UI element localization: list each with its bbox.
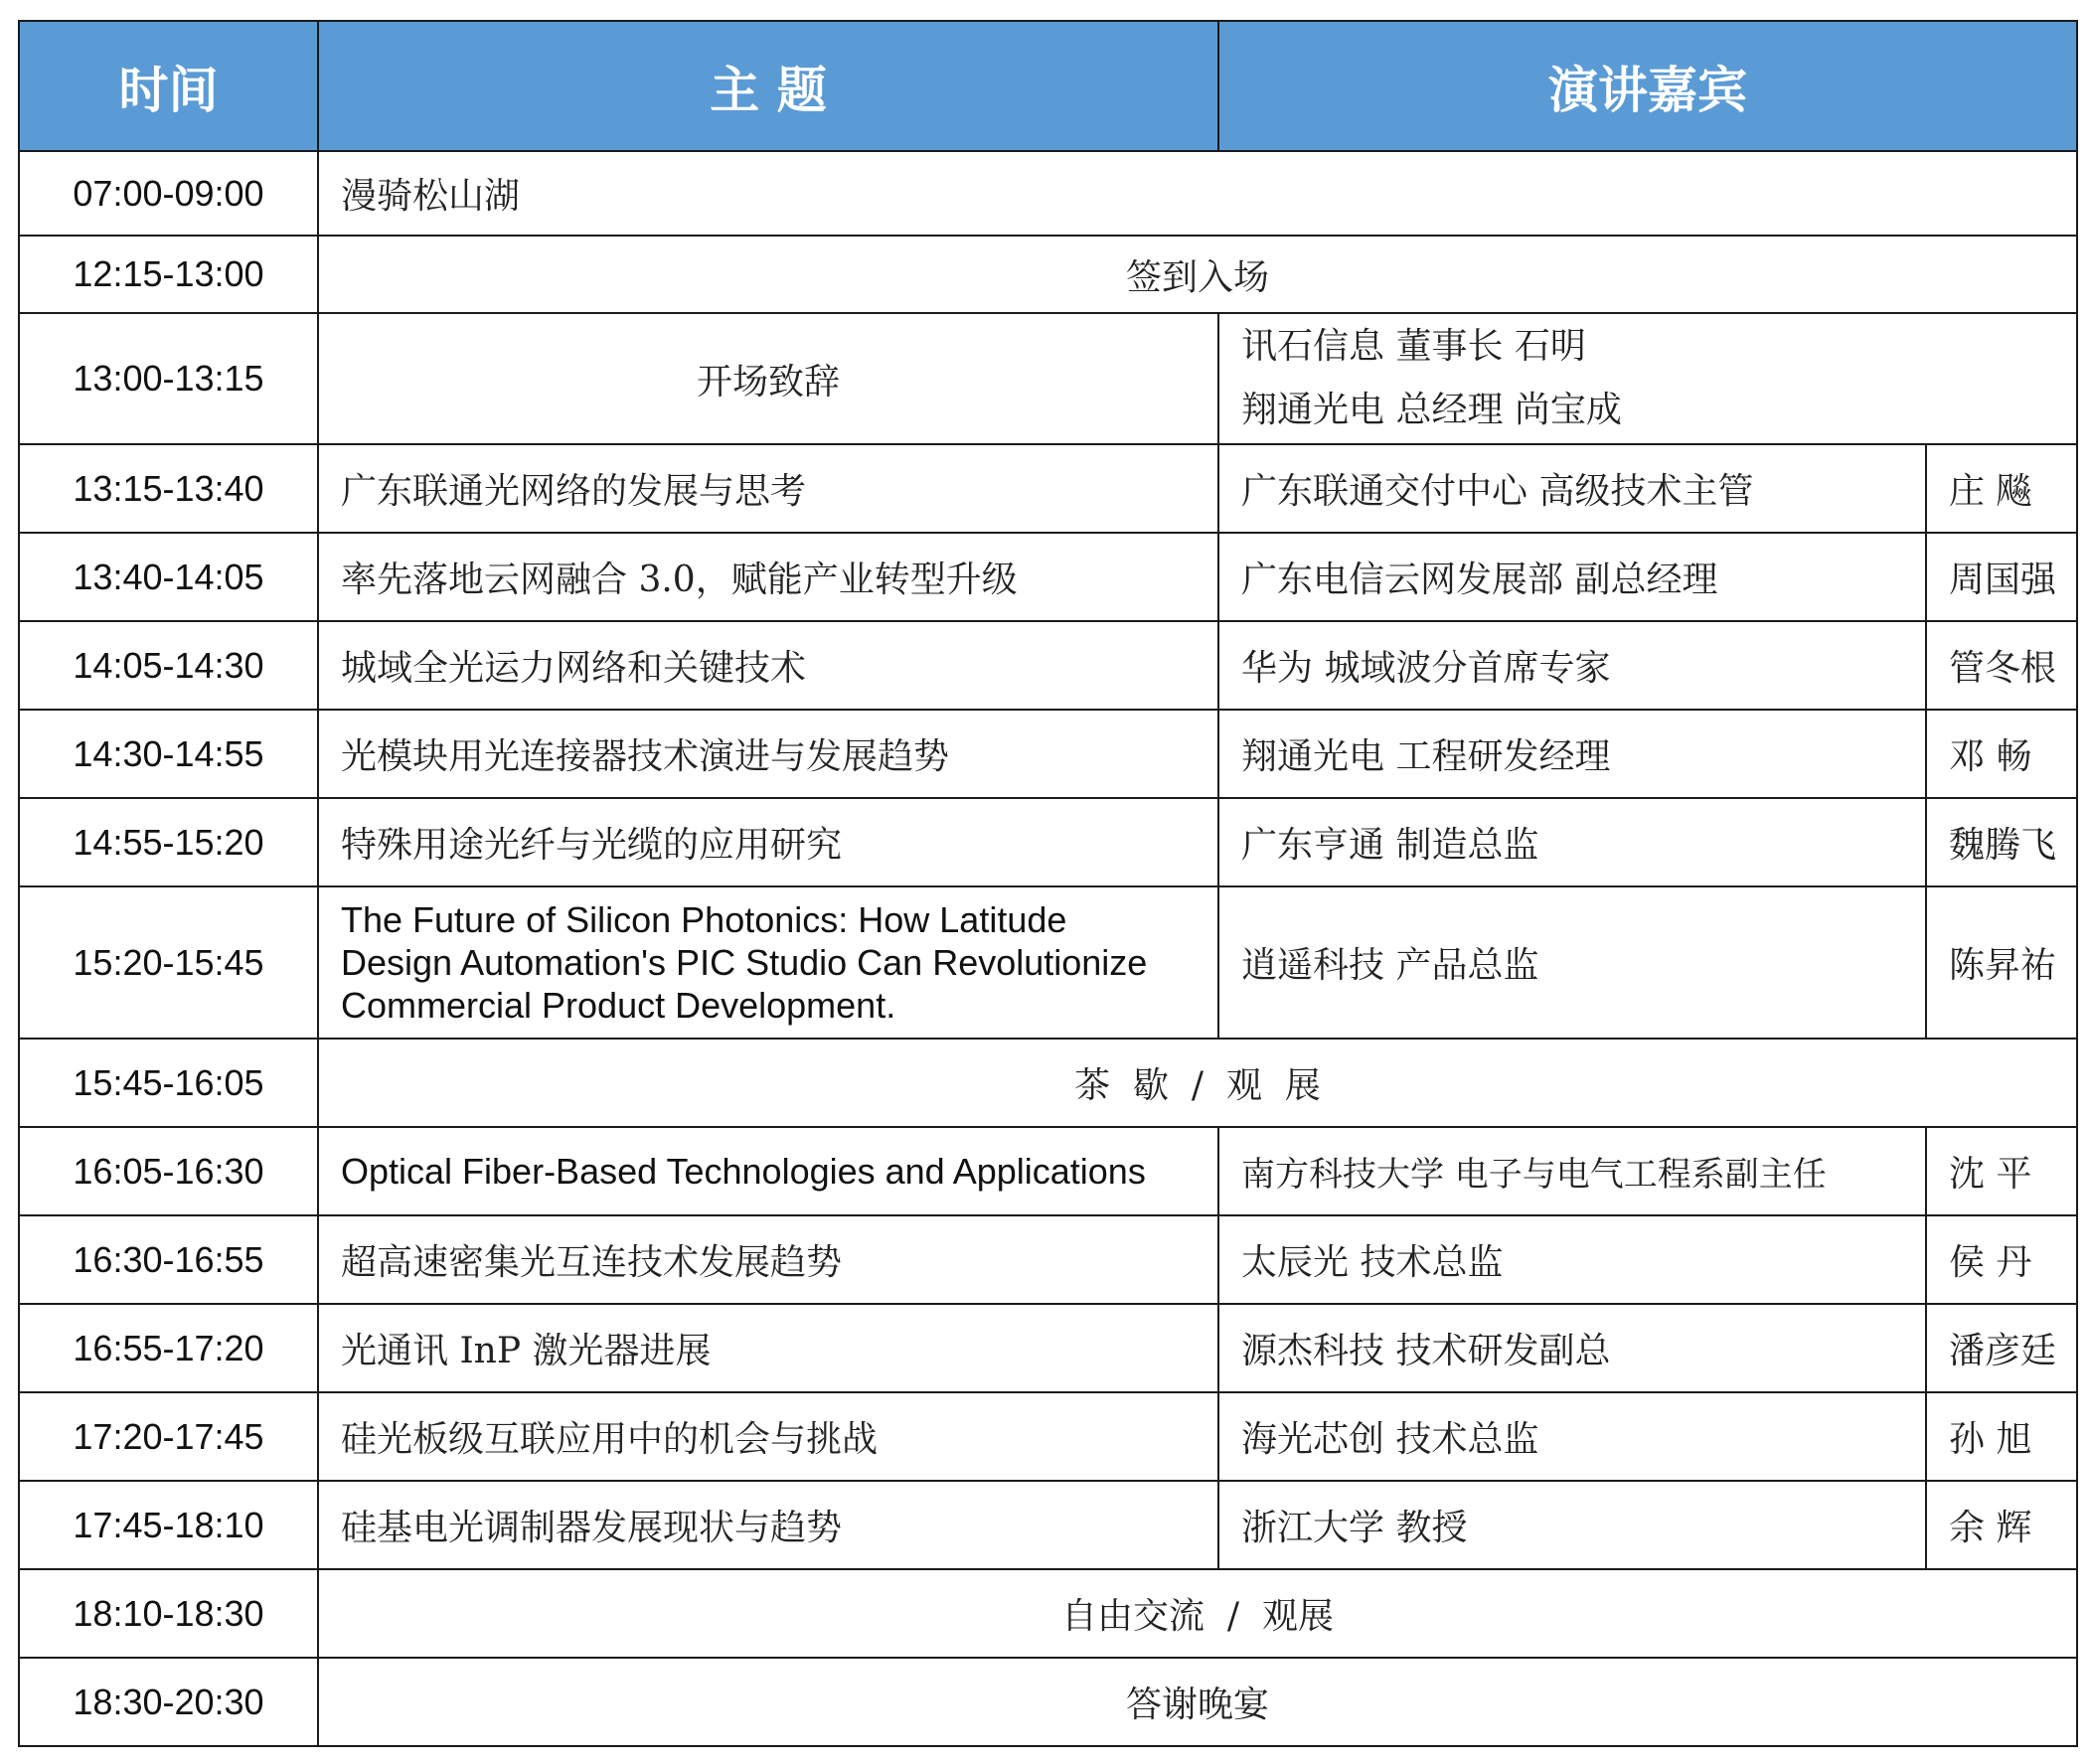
time-cell: 13:40-14:05 xyxy=(19,533,318,621)
speaker-name-cell: 魏腾飞 xyxy=(1926,798,2077,886)
speaker-cell xyxy=(1218,313,2077,444)
topic-line: The Future of Silicon Photonics: How Latitude xyxy=(341,899,1067,940)
table-row xyxy=(19,236,2077,313)
speaker-org-cell: 南方科技大学 电子与电气工程系副主任 xyxy=(1218,1127,1926,1215)
topic-cell: Optical Fiber-Based Technologies and Applications xyxy=(318,1127,1218,1215)
table-row xyxy=(19,313,2077,444)
time-cell: 16:30-16:55 xyxy=(19,1215,318,1304)
speaker-org-cell: 浙江大学 教授 xyxy=(1218,1481,1926,1569)
topic-cell: 广东联通光网络的发展与思考 xyxy=(318,444,1218,533)
topic-cell: 茶 歇 / 观 展 xyxy=(318,1039,2077,1127)
topic-cell: 开场致辞 xyxy=(318,313,1218,444)
speaker-name-cell: 沈 平 xyxy=(1926,1127,2077,1215)
time-cell: 17:20-17:45 xyxy=(19,1392,318,1481)
table-row xyxy=(19,1215,2077,1304)
speaker-org-cell: 太辰光 技术总监 xyxy=(1218,1215,1926,1304)
topic-line: Design Automation's PIC Studio Can Revolutionize xyxy=(341,942,1148,983)
speaker-org-cell: 翔通光电 工程研发经理 xyxy=(1218,710,1926,798)
table-row xyxy=(19,1304,2077,1392)
table-row xyxy=(19,444,2077,533)
topic-cell: 硅光板级互联应用中的机会与挑战 xyxy=(318,1392,1218,1481)
topic-cell: 签到入场 xyxy=(318,236,2077,313)
header-row xyxy=(19,21,2077,151)
header-time: 时间 xyxy=(19,21,318,151)
table-row xyxy=(19,798,2077,886)
time-cell: 16:55-17:20 xyxy=(19,1304,318,1392)
topic-cell: 城域全光运力网络和关键技术 xyxy=(318,621,1218,710)
speaker-name-cell: 侯 丹 xyxy=(1926,1215,2077,1304)
table-row xyxy=(19,621,2077,710)
topic-cell: 光通讯 InP 激光器进展 xyxy=(318,1304,1218,1392)
speaker-name-cell: 庄 飚 xyxy=(1926,444,2077,533)
speaker-org-cell: 逍遥科技 产品总监 xyxy=(1218,886,1926,1039)
topic-cell: 答谢晚宴 xyxy=(318,1658,2077,1746)
speaker-org-cell: 源杰科技 技术研发副总 xyxy=(1218,1304,1926,1392)
time-cell: 13:00-13:15 xyxy=(19,313,318,444)
table-row xyxy=(19,533,2077,621)
time-cell: 17:45-18:10 xyxy=(19,1481,318,1569)
topic-cell: 超高速密集光互连技术发展趋势 xyxy=(318,1215,1218,1304)
table-row xyxy=(19,1392,2077,1481)
table-row xyxy=(19,710,2077,798)
speaker-name-cell: 周国强 xyxy=(1926,533,2077,621)
time-cell: 07:00-09:00 xyxy=(19,151,318,236)
header-topic: 主 题 xyxy=(318,21,1218,151)
time-cell: 15:20-15:45 xyxy=(19,886,318,1039)
topic-cell: 光模块用光连接器技术演进与发展趋势 xyxy=(318,710,1218,798)
agenda-table xyxy=(18,20,2078,1747)
topic-cell xyxy=(318,886,1218,1039)
table-row xyxy=(19,1039,2077,1127)
speaker-line: 翔通光电 总经理 尚宝成 xyxy=(1241,390,1622,430)
time-cell: 14:05-14:30 xyxy=(19,621,318,710)
speaker-line: 讯石信息 董事长 石明 xyxy=(1241,326,1586,367)
topic-cell: 率先落地云网融合 3.0，赋能产业转型升级 xyxy=(318,533,1218,621)
table-row xyxy=(19,1481,2077,1569)
table-row xyxy=(19,886,2077,1039)
time-cell: 15:45-16:05 xyxy=(19,1039,318,1127)
table-row xyxy=(19,1658,2077,1746)
time-cell: 12:15-13:00 xyxy=(19,236,318,313)
speaker-name-cell: 邓 畅 xyxy=(1926,710,2077,798)
time-cell: 16:05-16:30 xyxy=(19,1127,318,1215)
table-row xyxy=(19,1127,2077,1215)
time-cell: 14:55-15:20 xyxy=(19,798,318,886)
speaker-name-cell: 余 辉 xyxy=(1926,1481,2077,1569)
time-cell: 14:30-14:55 xyxy=(19,710,318,798)
header-speaker: 演讲嘉宾 xyxy=(1218,21,2077,151)
time-cell: 18:30-20:30 xyxy=(19,1658,318,1746)
speaker-org-cell: 华为 城域波分首席专家 xyxy=(1218,621,1926,710)
speaker-org-cell: 海光芯创 技术总监 xyxy=(1218,1392,1926,1481)
speaker-org-cell: 广东联通交付中心 高级技术主管 xyxy=(1218,444,1926,533)
table-row xyxy=(19,151,2077,236)
topic-cell: 漫骑松山湖 xyxy=(318,151,2077,236)
table-row xyxy=(19,1569,2077,1658)
speaker-org-cell: 广东亨通 制造总监 xyxy=(1218,798,1926,886)
speaker-name-cell: 孙 旭 xyxy=(1926,1392,2077,1481)
speaker-org-cell: 广东电信云网发展部 副总经理 xyxy=(1218,533,1926,621)
time-cell: 18:10-18:30 xyxy=(19,1569,318,1658)
speaker-name-cell: 潘彦廷 xyxy=(1926,1304,2077,1392)
topic-line: Commercial Product Development. xyxy=(341,985,896,1026)
topic-cell: 硅基电光调制器发展现状与趋势 xyxy=(318,1481,1218,1569)
topic-cell: 自由交流 / 观展 xyxy=(318,1569,2077,1658)
time-cell: 13:15-13:40 xyxy=(19,444,318,533)
speaker-name-cell: 管冬根 xyxy=(1926,621,2077,710)
topic-cell: 特殊用途光纤与光缆的应用研究 xyxy=(318,798,1218,886)
speaker-name-cell: 陈昇祐 xyxy=(1926,886,2077,1039)
